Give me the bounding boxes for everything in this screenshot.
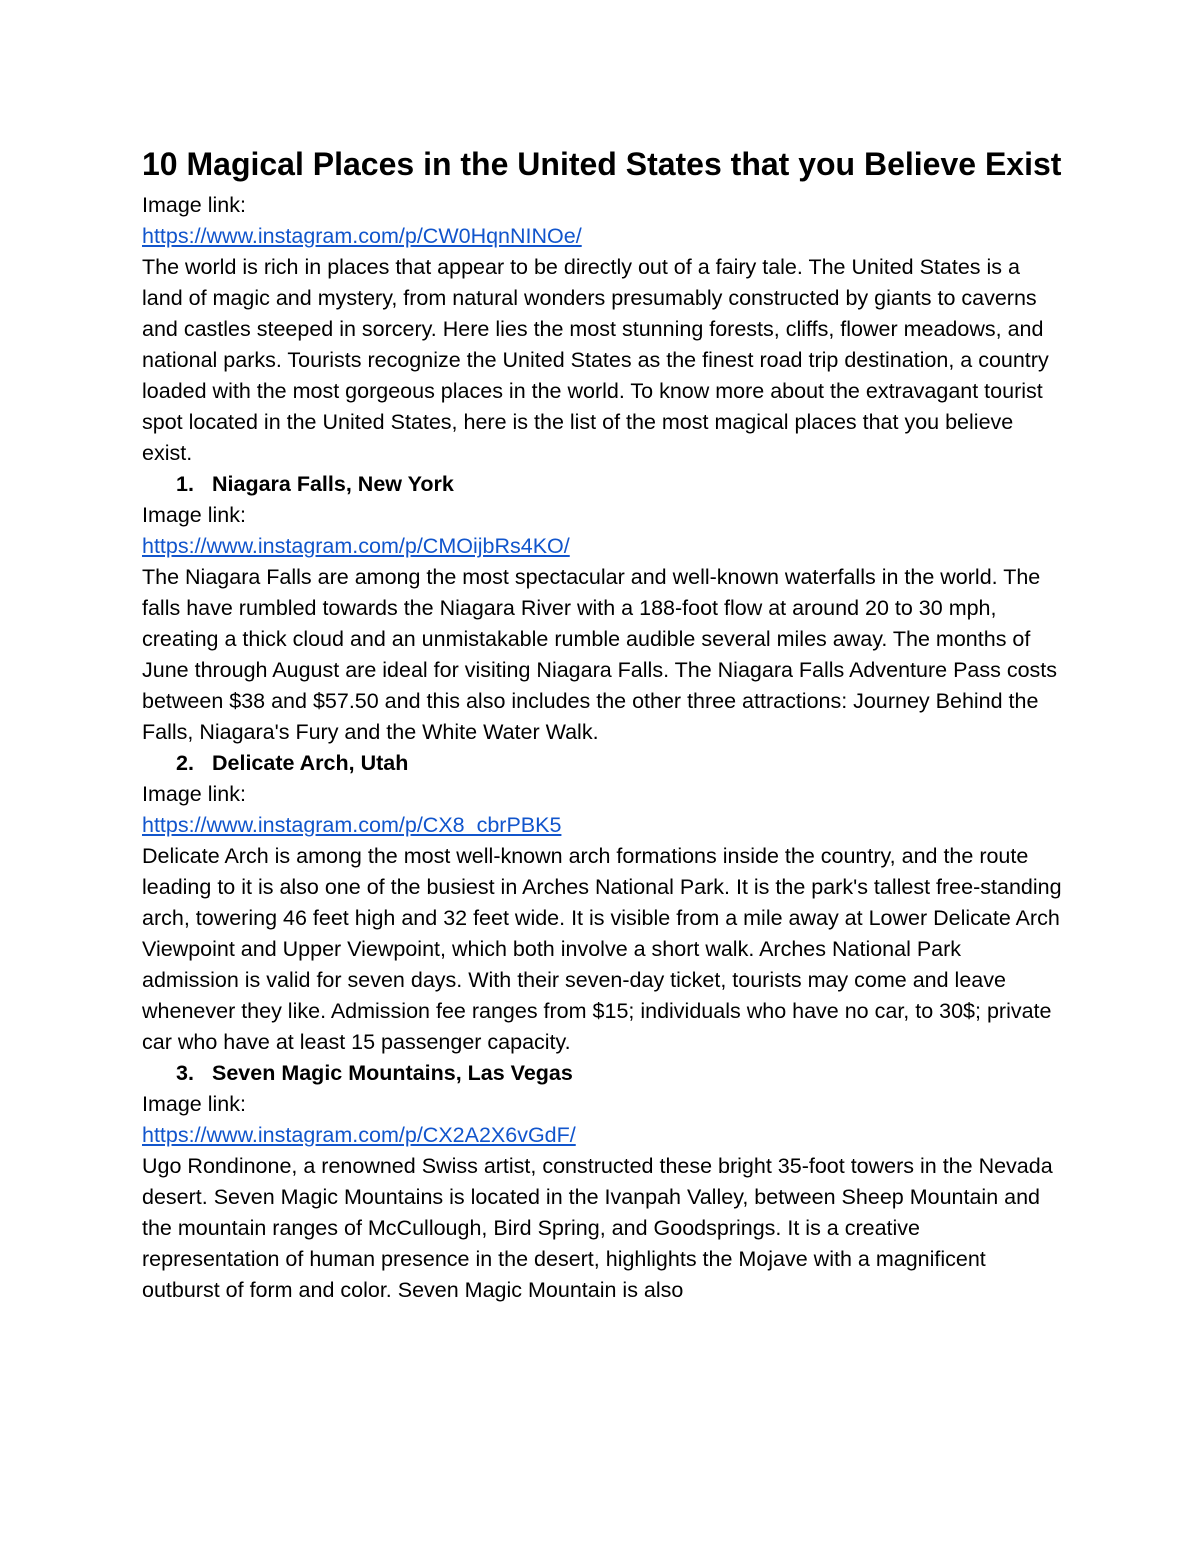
niagara-falls-paragraph: The Niagara Falls are among the most spectacular and well-known waterfalls in the world. The falls have rumbled towards the Niagara River with a 188-foot flow at around 20 to 30 mph, creating a thick cloud and an unmistakable rumble audible several miles away. The months of June through August are ideal for visiting Niagara Falls. The Niagara Falls Adventure Pass costs between $38 and $57.50 and this also includes the other three attractions: Journey Behind the Falls, Niagara's Fury and the White Water Walk. (142, 565, 1058, 744)
section-number: 3. (176, 1061, 194, 1085)
section-heading-seven-magic-mountains (142, 1058, 1062, 1089)
delicate-arch-paragraph: Delicate Arch is among the most well-known arch formations inside the country, and the route leading to it is also one of the busiest in Arches National Park. It is the park's tallest free-standing arch, towering 46 feet high and 32 feet wide. It is visible from a mile away at Lower Delicate Arch Viewpoint and Upper Viewpoint, which both involve a short walk. Arches National Park admission is valid for seven days. With their seven-day ticket, tourists may come and leave whenever they like. Admission fee ranges from $15; individuals who have no car, to 30$; private car who have at least 15 passenger capacity. (142, 844, 1062, 1054)
seven-magic-mountains-image-link[interactable]: https://www.instagram.com/p/CX2A2X6vGdF/ (142, 1123, 576, 1147)
intro-image-link[interactable]: https://www.instagram.com/p/CW0HqnNINOe/ (142, 224, 582, 248)
section-heading-niagara-falls (142, 469, 1062, 500)
intro-paragraph: The world is rich in places that appear to be directly out of a fairy tale. The United States is a land of magic and mystery, from natural wonders presumably constructed by giants to caverns and castles steeped in sorcery. Here lies the most stunning forests, cliffs, flower meadows, and national parks. Tourists recognize the United States as the finest road trip destination, a country loaded with the most gorgeous places in the world. To know more about the extravagant tourist spot located in the United States, here is the list of the most magical places that you believe exist. (142, 255, 1049, 465)
seven-magic-mountains-paragraph: Ugo Rondinone, a renowned Swiss artist, constructed these bright 35-foot towers in the Nevada desert. Seven Magic Mountains is located in the Ivanpah Valley, between Sheep Mountain and the mountain ranges of McCullough, Bird Spring, and Goodsprings. It is a creative representation of human presence in the desert, highlights the Mojave with a magnificent outburst of form and color. Seven Magic Mountain is also (142, 1154, 1053, 1302)
document-title: 10 Magical Places in the United States that you Believe Exist (142, 146, 1062, 182)
section-image-label: Image link: (142, 782, 246, 806)
document-page (142, 140, 1062, 1306)
section-number: 2. (176, 751, 194, 775)
section-title: Seven Magic Mountains, Las Vegas (212, 1061, 573, 1085)
niagara-falls-image-link[interactable]: https://www.instagram.com/p/CMOijbRs4KO/ (142, 534, 570, 558)
section-title: Niagara Falls, New York (212, 472, 454, 496)
section-heading-delicate-arch (142, 748, 1062, 779)
delicate-arch-image-link[interactable]: https://www.instagram.com/p/CX8_cbrPBK5 (142, 813, 562, 837)
intro-image-label: Image link: (142, 193, 246, 217)
section-number: 1. (176, 472, 194, 496)
section-image-label: Image link: (142, 503, 246, 527)
section-image-label: Image link: (142, 1092, 246, 1116)
section-title: Delicate Arch, Utah (212, 751, 409, 775)
